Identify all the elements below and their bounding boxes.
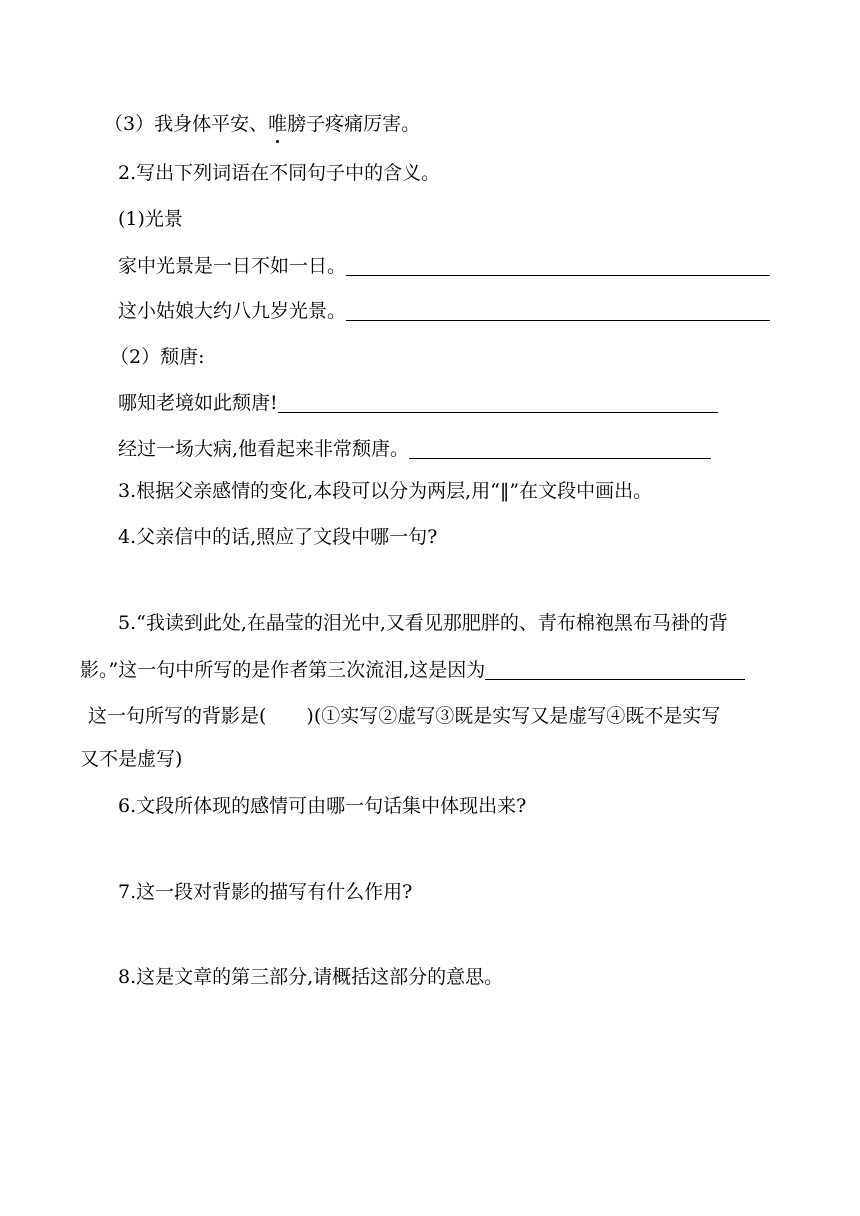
question-2-sub1-label: (1)光景 [118, 208, 183, 230]
question-2-sub1-sentence1 [118, 253, 770, 279]
question-2-title: 2.写出下列词语在不同句子中的含义。 [118, 162, 441, 184]
sentence-text: 哪知老境如此颓唐! [118, 392, 278, 414]
question-8: 8.这是文章的第三部分,请概括这部分的意思。 [118, 966, 504, 988]
question-6: 6.文段所体现的感情可由哪一句话集中体现出来? [118, 795, 527, 817]
question-5-line2 [80, 657, 745, 683]
sentence-text: )(①实写②虚写③既是实写又是虚写④既不是实写 [306, 705, 721, 727]
question-1-3 [104, 111, 420, 137]
question-5-line1: 5.“我读到此处,在晶莹的泪光中,又看见那肥胖的、青布棉袍黑布马褂的背 [118, 612, 728, 634]
question-5-line4: 又不是虚写) [80, 748, 183, 770]
q1-3-suffix: 膀子疼痛厉害。 [287, 113, 421, 135]
sentence-text: 家中光景是一日不如一日。 [118, 255, 347, 277]
sentence-text: 经过一场大病,他看起来非常颓唐。 [118, 438, 410, 460]
sentence-text: 这一句所写的背影是( [88, 705, 267, 727]
question-5-line3 [88, 703, 720, 729]
emphasis-dot-char: 唯 [268, 113, 288, 135]
sentence-text: 影。”这一句中所写的是作者第三次流泪,这是因为 [80, 659, 486, 681]
question-2-sub1-sentence2 [118, 298, 770, 324]
question-3: 3.根据父亲感情的变化,本段可以分为两层,用“‖”在文段中画出。 [118, 480, 653, 502]
q1-3-prefix: （3）我身体平安、 [104, 113, 269, 135]
answer-blank[interactable] [346, 256, 770, 276]
question-4: 4.父亲信中的话,照应了文段中哪一句? [118, 526, 438, 548]
answer-blank[interactable] [409, 439, 711, 459]
question-2-sub2-sentence2 [118, 436, 711, 462]
question-2-sub2-sentence1 [118, 390, 718, 416]
sentence-text: 这小姑娘大约八九岁光景。 [118, 300, 347, 322]
answer-blank[interactable] [485, 660, 745, 680]
question-2-sub2-label: （2）颓唐: [110, 346, 205, 368]
answer-blank[interactable] [346, 301, 770, 321]
answer-blank[interactable] [278, 393, 718, 413]
question-7: 7.这一段对背影的描写有什么作用? [118, 881, 413, 903]
